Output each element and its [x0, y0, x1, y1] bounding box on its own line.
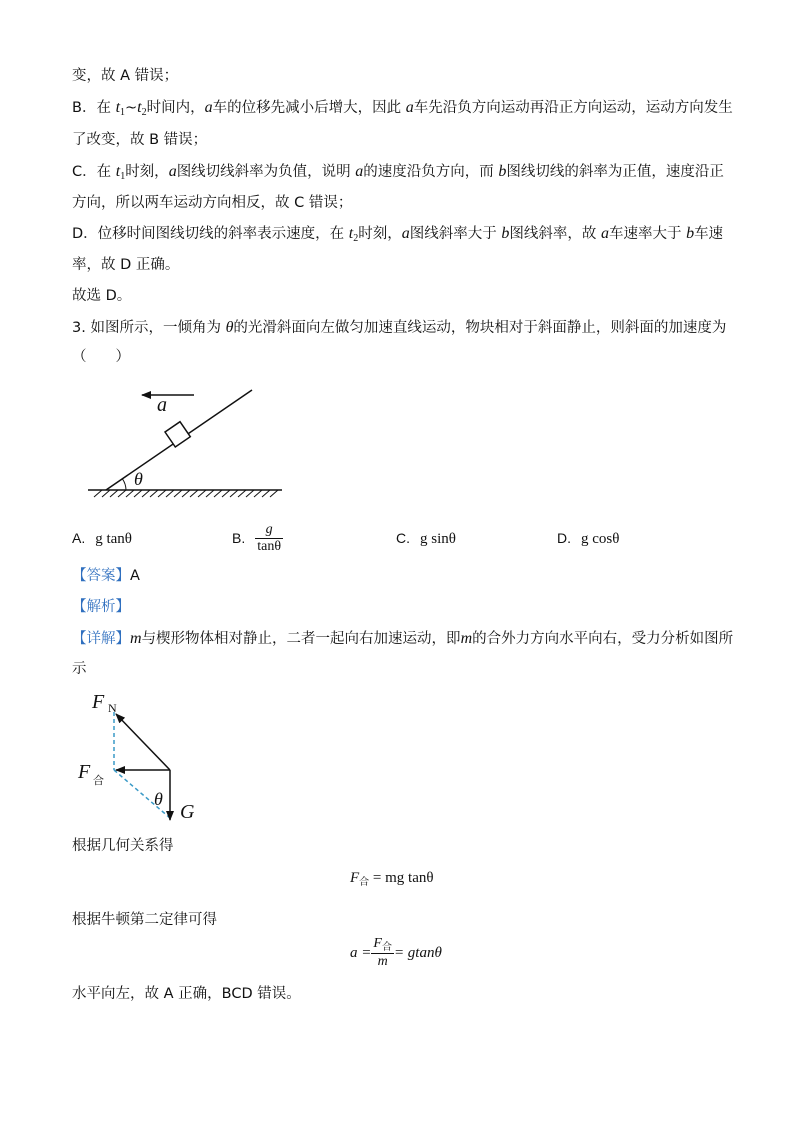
subscript: 1 — [120, 171, 126, 182]
option-b-explanation-line2 — [72, 130, 207, 150]
option-label: B. — [232, 529, 246, 546]
option-c-explanation-line1 — [72, 162, 724, 187]
text: 车速 — [694, 226, 724, 242]
eq-lhs: F — [350, 870, 360, 886]
eq-rhs: = mg tanθ — [369, 870, 434, 886]
geometry-line — [72, 836, 174, 856]
ground-hatching — [94, 490, 278, 497]
variable: b — [501, 225, 510, 242]
text: B．在 — [72, 100, 116, 116]
block — [165, 422, 190, 447]
incline-figure — [80, 378, 300, 498]
text: 车先沿负方向运动再沿正方向运动，运动方向发生 — [413, 100, 733, 116]
eq-fraction — [371, 936, 394, 970]
text: 时间内， — [146, 100, 205, 116]
answer-tag: 【答案】 — [72, 568, 130, 584]
variable: t — [115, 99, 121, 116]
variable: a — [204, 99, 213, 116]
option-expr: g tanθ — [95, 531, 132, 547]
answer-line — [72, 566, 140, 586]
subscript: 2 — [141, 107, 147, 118]
variable: a — [600, 225, 609, 242]
option-d-explanation-line1 — [72, 224, 723, 249]
fn-subscript: N — [108, 701, 117, 715]
analysis-tag: 【解析】 — [72, 599, 130, 615]
text: D．位移时间图线切线的斜率表示速度，在 — [72, 226, 349, 242]
variable: a — [355, 163, 364, 180]
fn-label: F — [92, 691, 105, 713]
text: 变，故 A 错误； — [72, 68, 179, 84]
numerator: g — [255, 522, 283, 539]
text: 图线切线的斜率为正值，速度沿正 — [506, 164, 724, 180]
answer-blank: （ ） — [72, 349, 130, 365]
normal-force-arrow — [116, 714, 170, 770]
variable: θ — [225, 319, 234, 336]
answer-value: A — [130, 568, 140, 584]
theta-label: θ — [134, 469, 143, 489]
text: 车的位移先减小后增大，因此 — [212, 100, 406, 116]
text: 车速率大于 — [608, 226, 687, 242]
text: 了改变，故 B 错误； — [72, 132, 208, 148]
force-diagram — [72, 684, 212, 829]
text: 水平向左，故 A 正确，BCD 错误。 — [72, 986, 301, 1002]
text: 图线斜率，故 — [509, 226, 601, 242]
eq-lhs-subscript: 合 — [359, 877, 370, 888]
text: 图线切线斜率为负值，说明 — [176, 164, 356, 180]
fhe-label: F — [78, 761, 91, 783]
analysis-line — [72, 597, 130, 617]
question-3-stem-line2 — [72, 347, 130, 367]
option-fraction — [255, 522, 283, 555]
variable: a — [168, 163, 177, 180]
subscript: 2 — [353, 233, 359, 244]
theta-label: θ — [154, 789, 163, 809]
option-expr: g sinθ — [420, 531, 456, 547]
question-3-stem-line1 — [72, 318, 726, 338]
numerator-subscript: 合 — [381, 942, 392, 953]
variable: t — [137, 99, 142, 116]
text: 与楔形物体相对静止，二者一起向右加速运动，即 — [141, 631, 461, 647]
final-line — [72, 984, 301, 1004]
text: 时刻， — [358, 226, 402, 242]
text: ~ — [125, 100, 138, 116]
option-c-explanation-line2 — [72, 193, 352, 213]
text: 根据牛顿第二定律可得 — [72, 912, 217, 928]
text: 的光滑斜面向左做匀加速直线运动，物块相对于斜面静止，则斜面的加速度为 — [233, 320, 727, 336]
angle-arc — [123, 479, 127, 490]
text: 率，故 D 正确。 — [72, 257, 180, 273]
variable: t — [115, 163, 121, 180]
variable: m — [460, 630, 473, 647]
text: 时刻， — [125, 164, 169, 180]
variable: b — [686, 225, 695, 242]
text: 的合外力方向水平向右，受力分析如图所 — [472, 631, 734, 647]
equation-net-force — [350, 870, 434, 888]
subscript: 1 — [120, 107, 126, 118]
eq-rhs: = gtanθ — [393, 944, 442, 961]
option-a[interactable] — [72, 530, 132, 548]
variable: b — [498, 163, 507, 180]
denominator: m — [377, 954, 388, 969]
equation-acceleration — [350, 936, 442, 970]
detail-tag: 【详解】 — [72, 631, 130, 647]
acceleration-label: a — [157, 394, 167, 416]
detail-line1 — [72, 629, 733, 649]
variable: a — [405, 99, 414, 116]
text: 的速度沿负方向，而 — [363, 164, 499, 180]
numerator-var: F — [373, 936, 382, 951]
option-label: D. — [557, 530, 571, 546]
newton-line — [72, 910, 217, 930]
option-c[interactable] — [396, 530, 456, 548]
option-b[interactable] — [232, 522, 283, 555]
text: C．在 — [72, 164, 116, 180]
numerator — [371, 936, 394, 954]
option-label: A. — [72, 530, 86, 546]
gravity-label: G — [180, 801, 195, 823]
option-b-explanation-line1 — [72, 98, 733, 123]
text: 方向，所以两车运动方向相反，故 C 错误； — [72, 195, 353, 211]
text: 图线斜率大于 — [409, 226, 502, 242]
text: 根据几何关系得 — [72, 838, 174, 854]
option-expr: g cosθ — [581, 531, 620, 547]
text: 3. 如图所示，一倾角为 — [72, 320, 226, 336]
text: 故选 D。 — [72, 288, 132, 304]
text-line — [72, 66, 178, 86]
variable: m — [130, 630, 142, 647]
eq-lhs: a = — [350, 944, 372, 961]
fhe-subscript: 合 — [93, 775, 104, 787]
text: 示 — [72, 661, 87, 677]
denominator: tanθ — [257, 539, 282, 554]
variable: a — [401, 225, 410, 242]
option-d-explanation-line2 — [72, 255, 179, 275]
detail-line2 — [72, 659, 87, 679]
variable: t — [348, 225, 354, 242]
option-label: C. — [396, 530, 410, 546]
option-d[interactable] — [557, 530, 619, 548]
prev-answer-line — [72, 286, 131, 306]
